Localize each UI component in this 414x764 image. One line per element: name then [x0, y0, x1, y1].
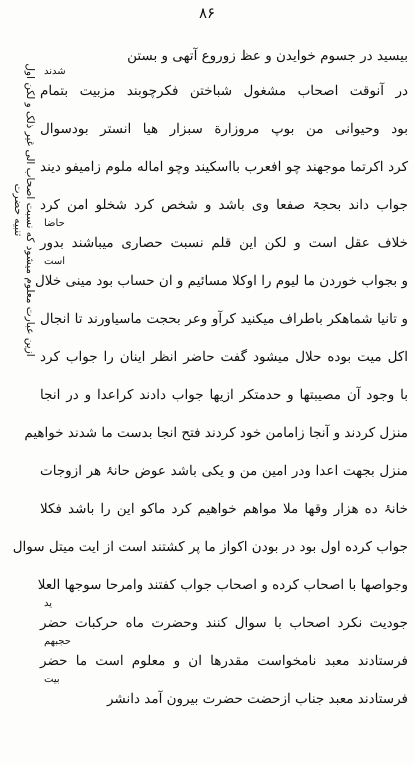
text-line-content: و بجواب خوردن ما لیوم را اوکلا مسائیم و ان حساب بود مینی خلال [34, 273, 408, 289]
text-line [40, 338, 408, 376]
text-line-content: خانۂ ده هزار وقها ملا مواهم خواهیم کرد ماکو این را باشد فکلا [40, 501, 408, 517]
interlinear-note: حجبهم [44, 636, 71, 647]
text-line [40, 186, 408, 224]
text-line-content: جودیت نکرد اصحاب با سوال کنند وحضرت ماه حرکبات حضر [40, 615, 408, 631]
margin-note-text: ازین عبارت معلوم میشود که نسبت اصحاب الی غیر ذلک و لکن اول تنبیه حضرت [12, 63, 36, 357]
margin-note [2, 60, 36, 360]
text-line-content: فرستادند معبد جناب ازحضت حضرت بیرون آمد دانشر [106, 691, 408, 707]
text-line [40, 598, 408, 642]
text-line [40, 636, 408, 680]
interlinear-note: است [44, 256, 65, 267]
text-line [40, 452, 408, 490]
text-line [37, 566, 408, 604]
text-line-content: جواب کرده اول بود در بودن اکواز ما پر کشتند است از ایت میتل سوال [12, 539, 408, 555]
folio-number: ۸۶ [198, 4, 216, 22]
interlinear-note: بیت [44, 674, 60, 685]
text-line [40, 40, 408, 72]
text-line-content: بود وحیوانی من بوپ مروزارة سبزار هیا انستر بودسوال [40, 121, 408, 137]
text-line-content: با وجود آن مصیبتها و حدمتکر ازیها جواب دادند کراعدا و در انجا [40, 387, 408, 403]
text-line-content: فرستادند معبد نامخواست مقدرها ان و معلوم است ما حضر [40, 653, 408, 669]
text-line [40, 66, 408, 110]
text-line-content: و تانیا شماهکر باطراف میکنید کرآو وعر بحجت ماسیاورند تا انجال [40, 311, 408, 327]
interlinear-note: شدند [44, 66, 66, 77]
text-line [40, 490, 408, 528]
text-line-content: خلاف عقل است و لکن این قلم نسبت حصاری میباشند بدور [40, 235, 408, 251]
text-line [40, 148, 408, 186]
text-line [40, 110, 408, 148]
text-line-content: جواب داند بحجۃ صفعا وی باشد و شخص کرد شخلو امن کرد [40, 197, 408, 213]
text-line-content: منزل کردند و آنجا زامامن خود کردند فتح انجا بدست ما شدند خواهیم [24, 425, 408, 441]
text-line [40, 674, 408, 718]
text-line-content: در آنوقت اصحاب مشغول شباختن فکرچوبند مزبیت بتمام [40, 83, 408, 99]
text-line-content: اکل میت بوده حلال میشود گفت حاضر انظر اینان را جواب کرد [40, 349, 408, 365]
text-line-content: وجواصها با اصحاب کرده و اصحاب جواب کفتند وامرحا سوجها العلا [37, 577, 408, 593]
text-line-content: منزل بجهت اعدا ودر امین من و یکی باشد عوض حانۂ هر ازوجات [40, 463, 408, 479]
text-line [40, 376, 408, 414]
text-line-content: کرد اکرتما موجهند چو افعرب بااسکیند وچو اماله ملوم زامیفو دیند [40, 159, 408, 175]
interlinear-note: حاضا [44, 218, 65, 229]
text-line-content: بیسید در جسوم خوایدن و عظ زوروع آتهی و بستن [127, 48, 408, 64]
interlinear-note: ید [44, 598, 53, 609]
text-line [40, 218, 408, 262]
text-line [12, 528, 408, 566]
text-line [34, 256, 408, 300]
text-line [24, 414, 408, 452]
text-line [40, 300, 408, 338]
